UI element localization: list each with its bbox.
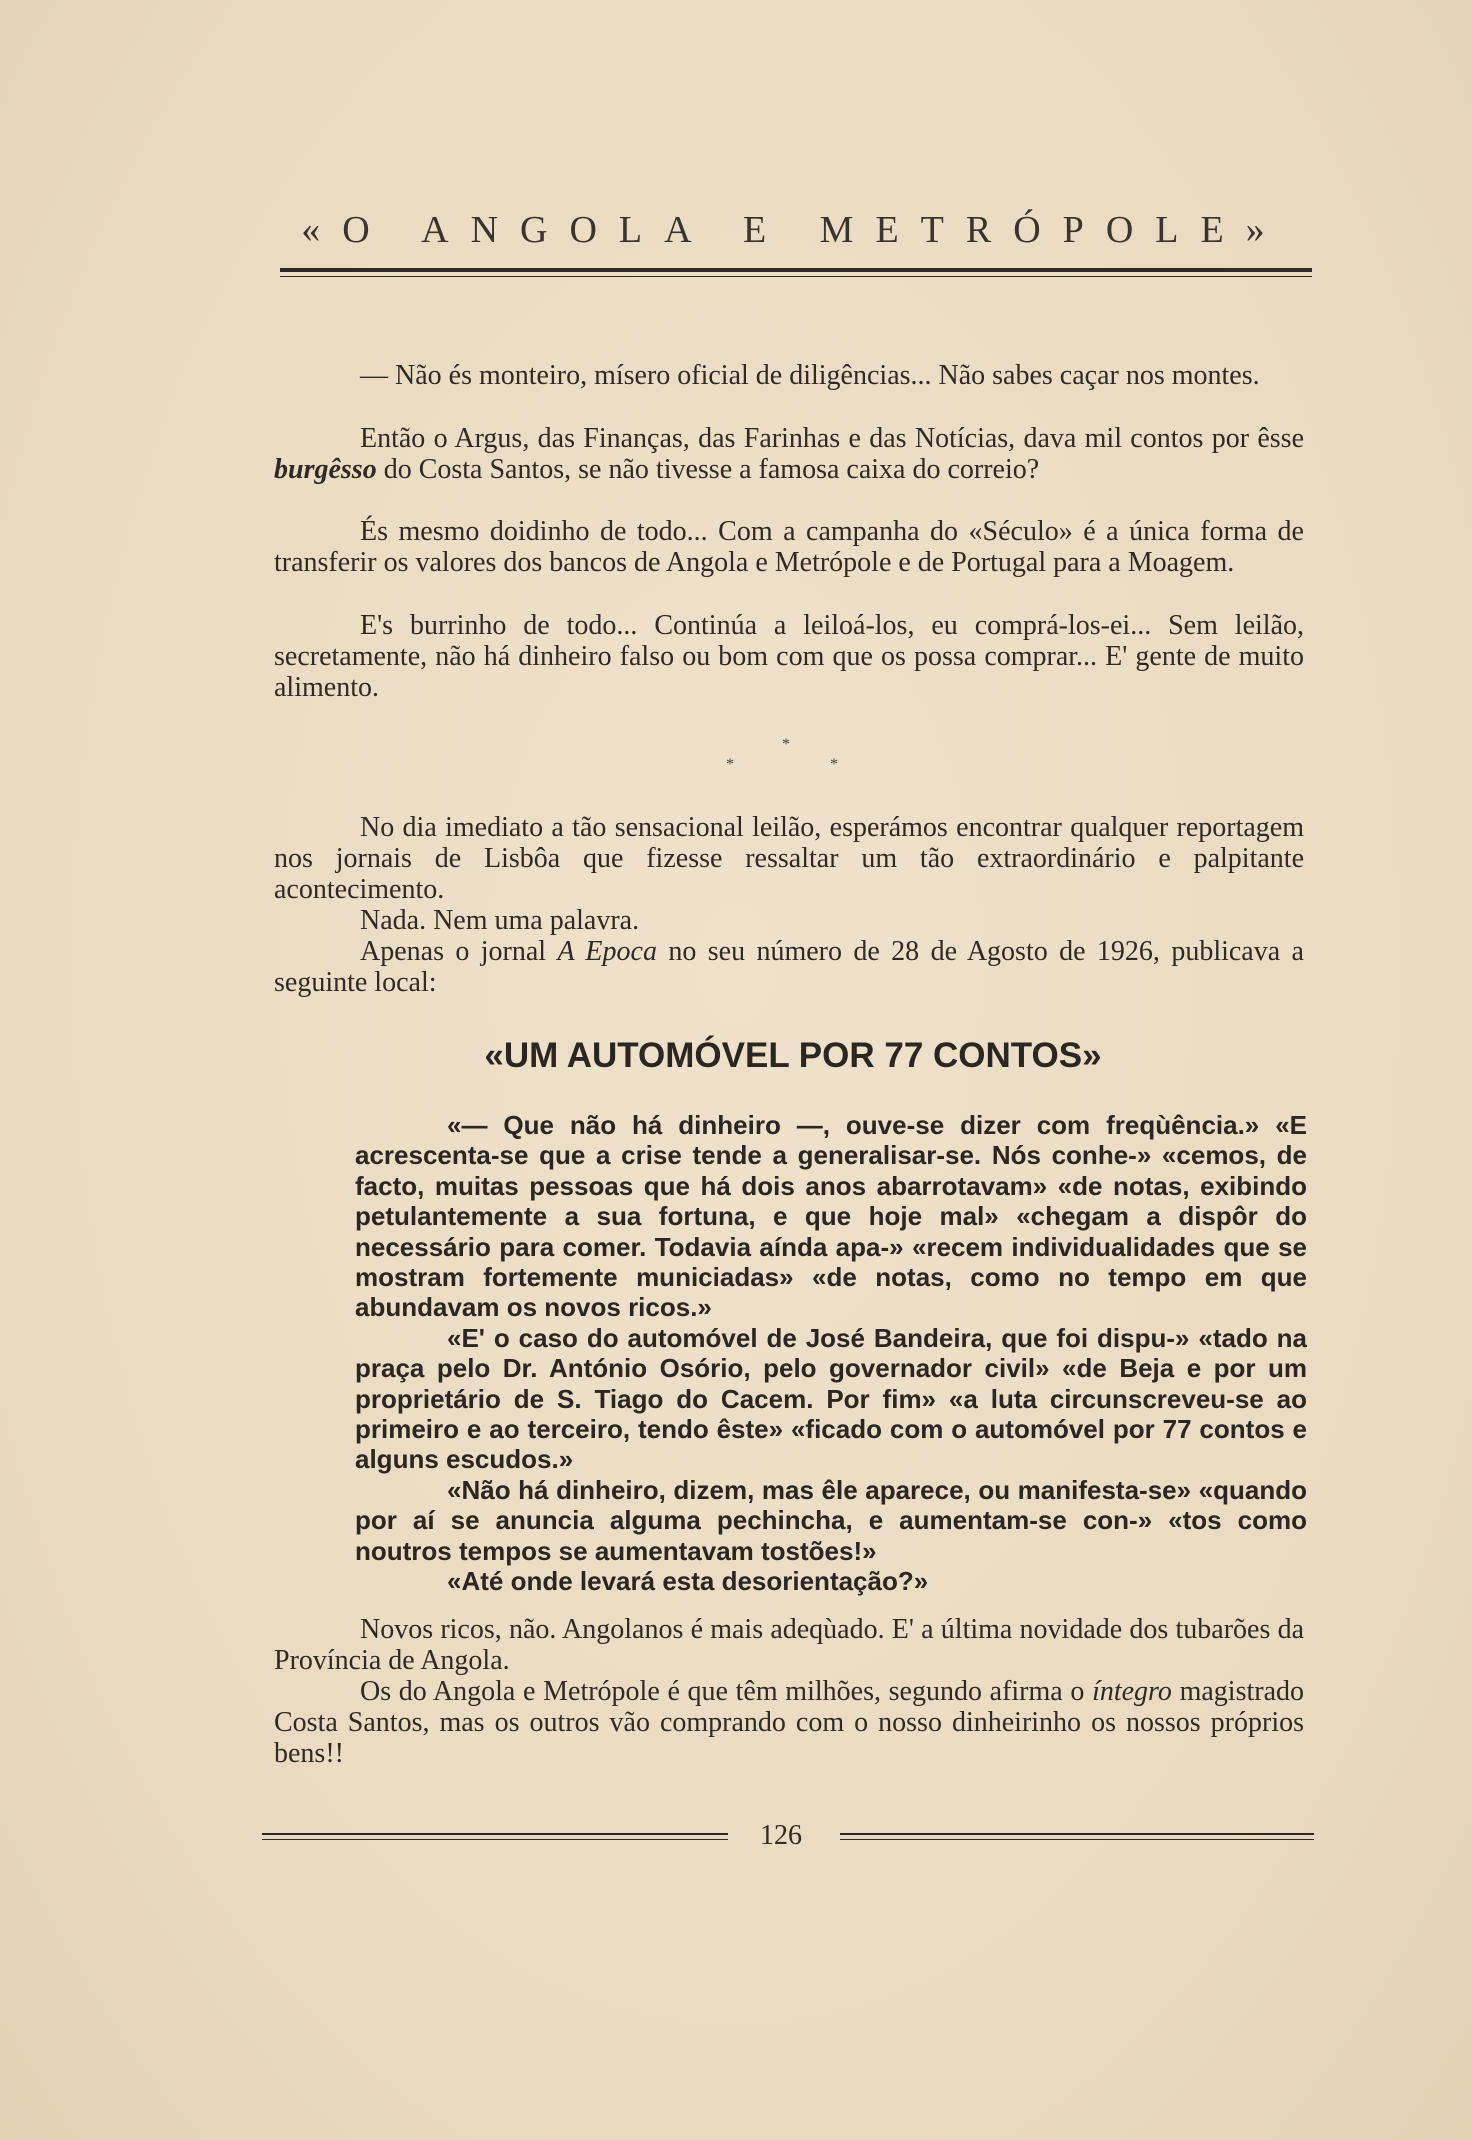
middle-paragraph-3	[274, 936, 1304, 998]
intro-paragraph-3: És mesmo doidinho de todo... Com a campanha do «Século» é a única forma de transferir os valores dos bancos de Angola e Metrópole e de Portugal para a Moagem.	[274, 516, 1304, 578]
closing-paragraph-2-text-b: magistrado Costa Santos, mas os outros vão comprando com o nosso dinheirinho os nossos próprios bens!!	[274, 1676, 1304, 1769]
footer-rule-left-thin	[262, 1839, 728, 1840]
closing-paragraph-2-text-a: Os do Angola e Metrópole é que têm milhões, segundo afirma o	[360, 1676, 1093, 1707]
middle-paragraph-3-text-a: Apenas o jornal	[360, 936, 558, 967]
page-number: 126	[760, 1820, 802, 1851]
intro-paragraph-1: — Não és monteiro, mísero oficial de diligências... Não sabes caçar nos montes.	[360, 360, 1260, 391]
intro-paragraph-2	[274, 423, 1304, 485]
middle-paragraph-1: No dia imediato a tão sensacional leilão, esperámos encontrar qualquer reportagem nos jornais de Lisbôa que fizesse ressaltar um tão extraordinário e palpitante acontecimento.	[274, 812, 1304, 905]
middle-paragraph-2: Nada. Nem uma palavra.	[360, 905, 640, 936]
quoted-article	[355, 1110, 1307, 1597]
quoted-article-title: «UM AUTOMÓVEL POR 77 CONTOS»	[484, 1036, 1102, 1075]
intro-paragraph-2-text-a: Então o Argus, das Finanças, das Farinhas e das Notícias, dava mil contos por êsse	[360, 423, 1304, 454]
running-header: «O ANGOLA E METRÓPOLE»	[301, 209, 1287, 251]
section-separator	[720, 736, 860, 776]
intro-paragraph-4: E's burrinho de todo... Continúa a leiloá-los, eu comprá-los-ei... Sem leilão, secretamente, não há dinheiro falso ou bom com que os possa comprar... E' gente de muito alimento.	[274, 610, 1304, 703]
middle-paragraph-3-text-b: no seu número de 28 de Agosto de 1926, publicava a seguinte local:	[274, 936, 1304, 998]
footer-rule-right-thin	[840, 1839, 1314, 1840]
quoted-paragraph-3: «Não há dinheiro, dizem, mas êle aparece, ou manifesta-se» «quando por aí se anuncia alguma pechincha, e aumentam-se con-» «tos como noutros tempos se aumentavam tostões!»	[355, 1474, 1307, 1566]
header-rule-thin	[280, 276, 1312, 277]
quoted-paragraph-4: «Até onde levará esta desorientação?»	[447, 1566, 929, 1597]
quoted-paragraph-1: «— Que não há dinheiro —, ouve-se dizer com freqùência.» «E acrescenta-se que a crise tende a generalisar-se. Nós conhe-» «cemos, de facto, muitas pessoas que há dois anos abarrotavam» «de notas, exibindo petulantemente a sua fortuna, e que hoje mal» «chegam a dispôr do necessário para comer. Todavia aínda apa-» «recem individualidades que se mostram fortemente municiadas» «de notas, como no tempo em que abundavam os novos ricos.»	[355, 1110, 1307, 1323]
closing-paragraph-1: Novos ricos, não. Angolanos é mais adeqùado. E' a última novidade dos tubarões da Província de Angola.	[274, 1614, 1304, 1676]
separator-star: *	[830, 756, 838, 773]
intro-paragraph-2-text-b: do Costa Santos, se não tivesse a famosa caixa do correio?	[376, 454, 1040, 485]
separator-star: *	[782, 736, 790, 753]
footer-rule-right	[840, 1833, 1314, 1835]
middle-paragraph-3-italic: A Epoca	[557, 936, 657, 967]
footer-rule-left	[262, 1833, 728, 1835]
separator-star: *	[726, 756, 734, 773]
closing-paragraph-2	[274, 1676, 1304, 1769]
intro-paragraph-2-italic: burgêsso	[274, 454, 377, 485]
header-rule-thick	[280, 268, 1312, 272]
closing-paragraph-2-italic: íntegro	[1092, 1676, 1172, 1707]
quoted-paragraph-2: «E' o caso do automóvel de José Bandeira, que foi dispu-» «tado na praça pelo Dr. António Osório, pelo governador civil» «de Beja e por um proprietário de S. Tiago do Cacem. Por fim» «a luta circunscreveu-se ao primeiro e ao terceiro, tendo êste» «ficado com o automóvel por 77 contos e alguns escudos.»	[355, 1322, 1307, 1475]
